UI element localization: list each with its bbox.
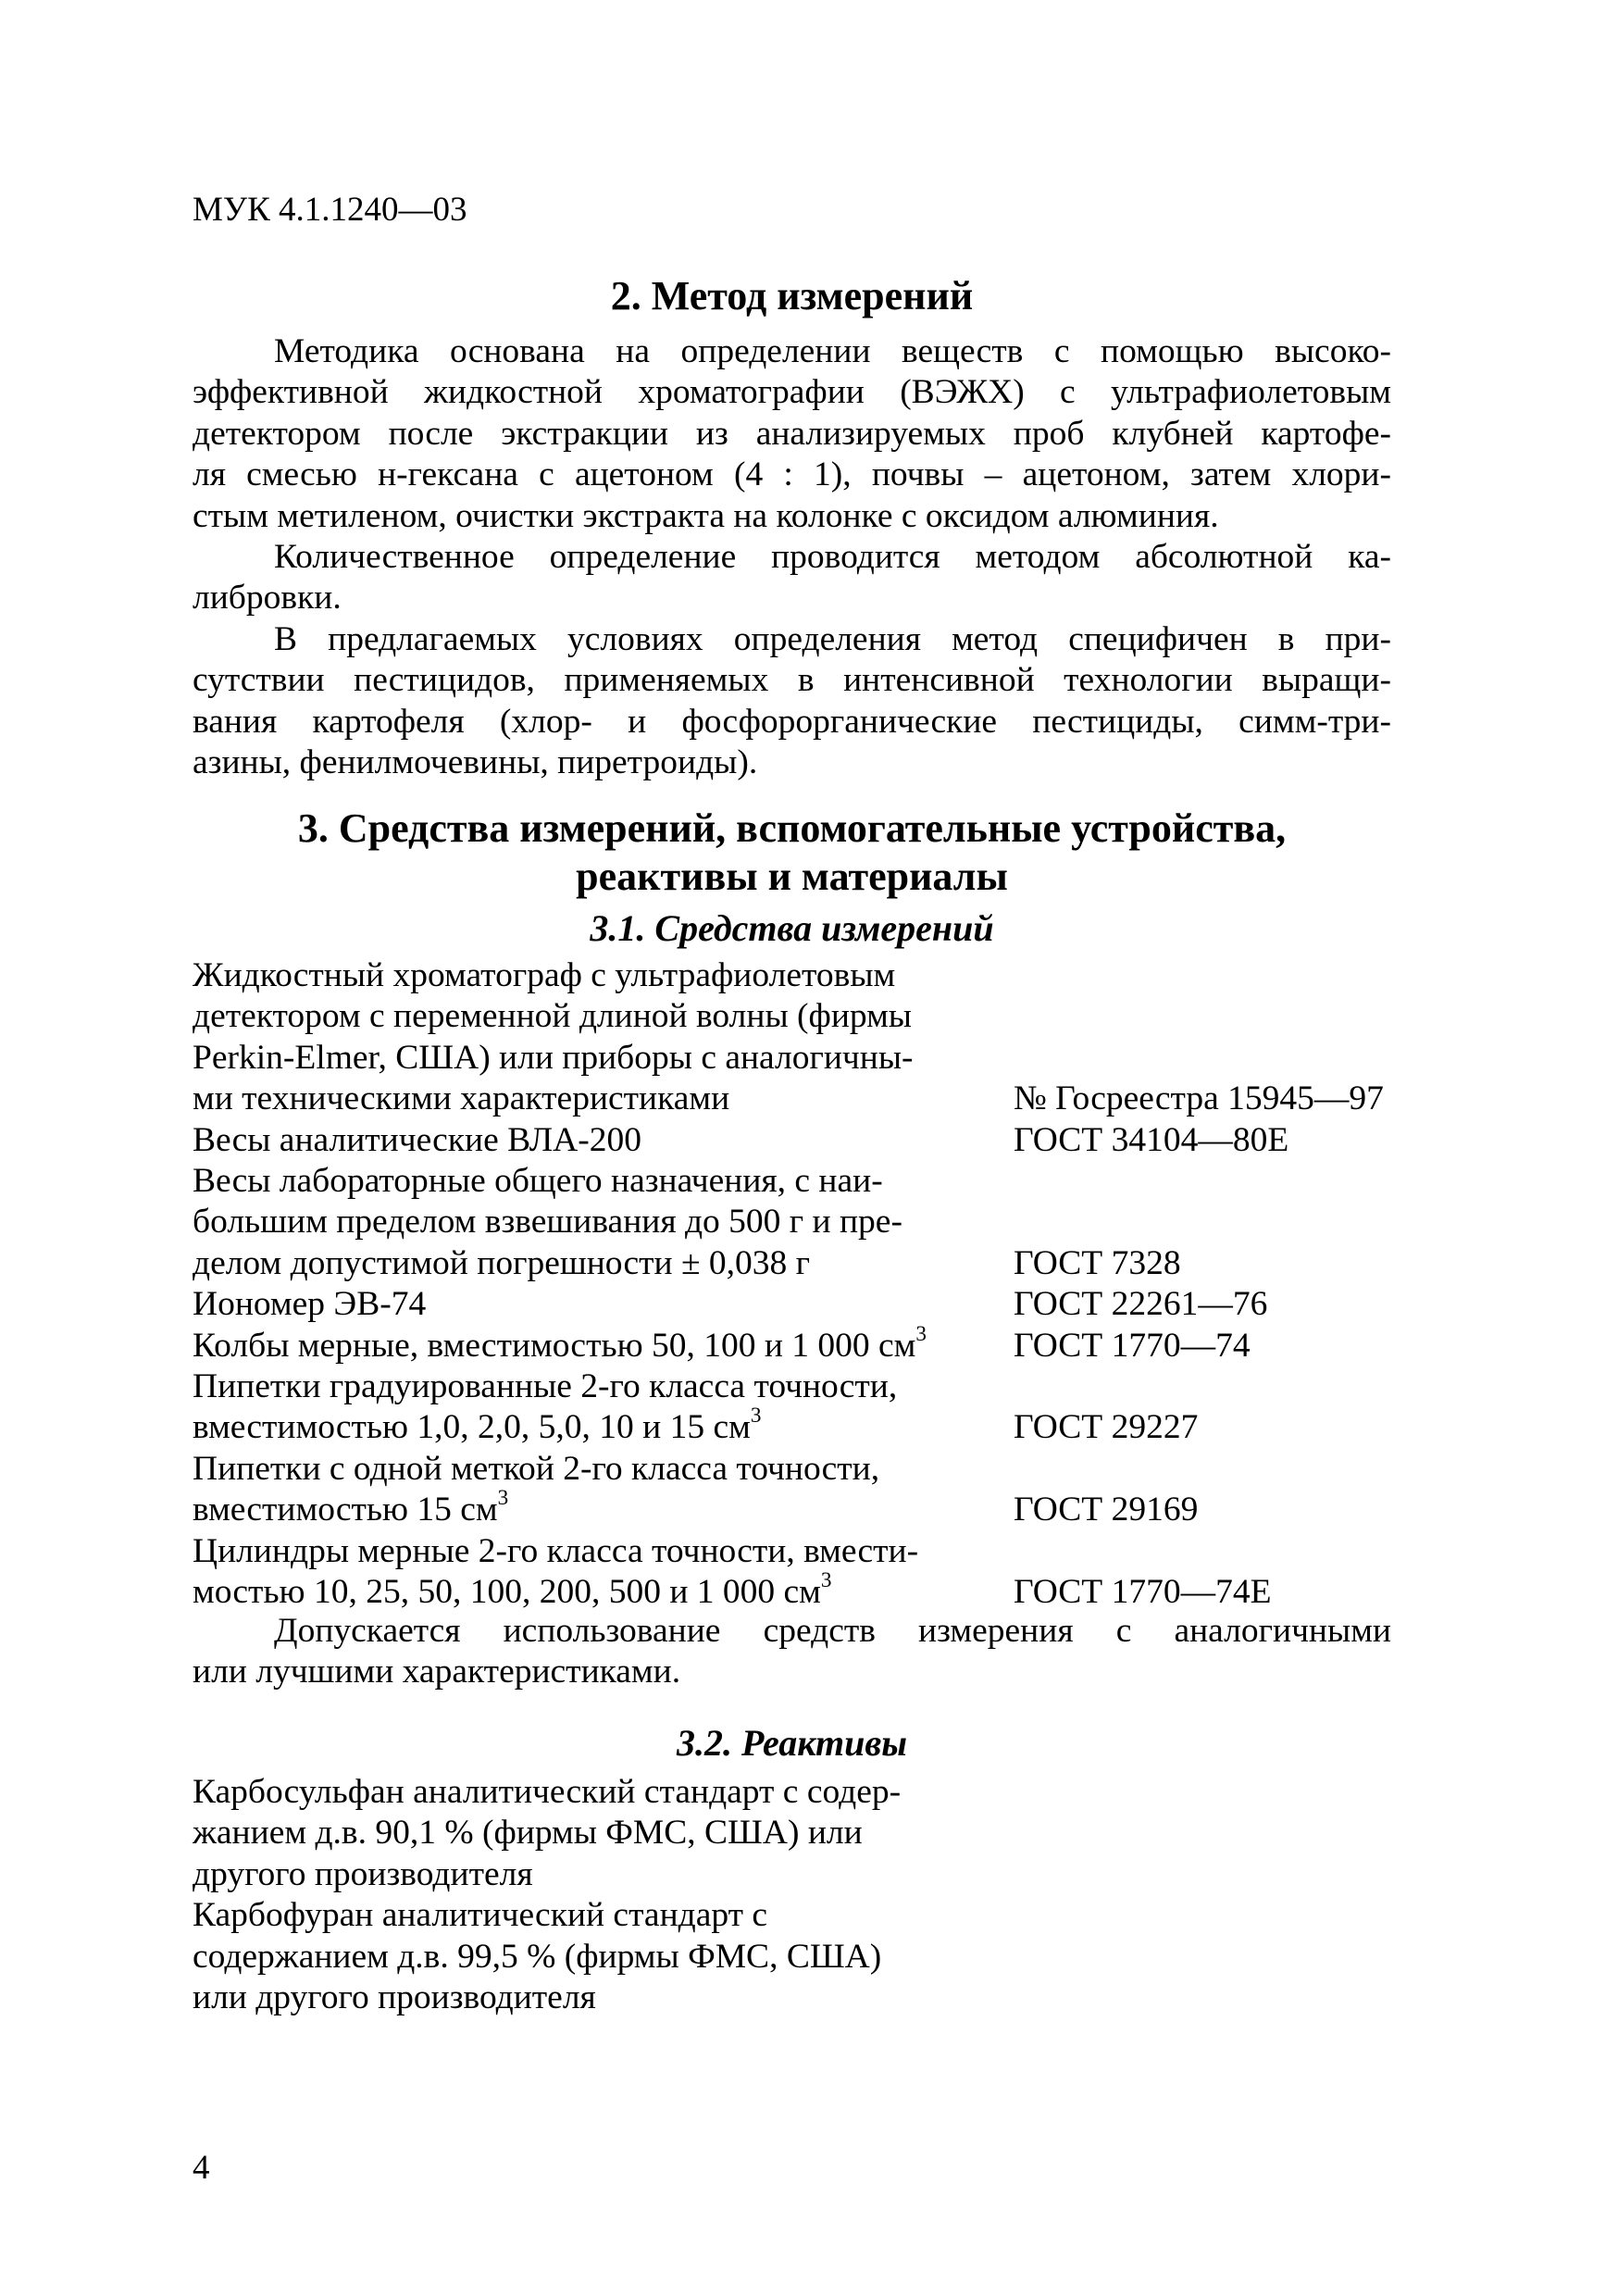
item-text: содержанием д.в. 99,5 % (фирмы ФМС, США) bbox=[193, 1937, 882, 1976]
item-description-line bbox=[193, 1978, 1007, 2018]
item-description-line bbox=[193, 1449, 1007, 1490]
paragraph-line: В предлагаемых условиях определения метод специфичен в при- bbox=[274, 619, 1391, 658]
paragraph-line: сутствии пестицидов, применяемых в интенсивной технологии выращи- bbox=[193, 661, 1391, 700]
item-description bbox=[193, 1531, 1007, 1614]
item-text: Иономер ЭВ-74 bbox=[193, 1285, 427, 1324]
standard-reference: ГОСТ 22261—76 bbox=[1014, 1285, 1268, 1324]
section-2-title: 2. Метод измерений bbox=[610, 273, 974, 318]
paragraph-line: азины, фенилмочевины, пиретроиды). bbox=[193, 742, 758, 781]
section-2-body bbox=[193, 331, 1391, 783]
standard-reference: ГОСТ 1770—74Е bbox=[1014, 1573, 1272, 1612]
unit-superscript: 3 bbox=[820, 1568, 832, 1593]
item-text: Весы лабораторные общего назначения, с наи- bbox=[193, 1162, 883, 1201]
item-description-line bbox=[193, 1202, 1007, 1242]
standard-reference: № Госреестра 15945—97 bbox=[1014, 1079, 1384, 1118]
standard-reference: ГОСТ 29227 bbox=[1014, 1408, 1199, 1447]
item-description-line bbox=[193, 1854, 1007, 1895]
paragraph-line: ля смесью н-гексана с ацетоном (4 : 1), почвы – ацетоном, затем хлори- bbox=[193, 455, 1391, 494]
standard-reference: ГОСТ 7328 bbox=[1014, 1243, 1181, 1282]
item-text: вместимостью 15 см bbox=[193, 1491, 498, 1529]
item-description-line bbox=[193, 1813, 1007, 1853]
item-description-line bbox=[193, 1486, 1007, 1530]
paragraph-line: детектором после экстракции из анализируемых проб клубней картофе- bbox=[193, 414, 1391, 453]
document-code: МУК 4.1.1240—03 bbox=[193, 191, 467, 229]
list-item bbox=[193, 1366, 1442, 1449]
list-item bbox=[193, 1449, 1442, 1531]
item-description-line bbox=[193, 1937, 1007, 1978]
item-description-line bbox=[193, 1404, 1007, 1448]
list-item bbox=[193, 1772, 1442, 1895]
item-text: Perkin-Elmer, США) или приборы с аналогичны- bbox=[193, 1038, 914, 1077]
item-description bbox=[193, 1895, 1007, 2018]
item-text: мостью 10, 25, 50, 100, 200, 500 и 1 000 см bbox=[193, 1573, 821, 1612]
item-text: Колбы мерные, вместимостью 50, 100 и 1 000 см bbox=[193, 1326, 916, 1365]
item-description bbox=[193, 1120, 1007, 1161]
page-number: 4 bbox=[193, 2149, 210, 2187]
item-text: жанием д.в. 90,1 % (фирмы ФМС, США) или bbox=[193, 1814, 863, 1853]
item-description-line bbox=[193, 1366, 1007, 1407]
item-description bbox=[193, 1161, 1007, 1284]
standard-reference: ГОСТ 34104—80Е bbox=[1014, 1120, 1289, 1159]
item-description-line bbox=[193, 996, 1007, 1037]
standard-reference: ГОСТ 1770—74 bbox=[1014, 1326, 1251, 1365]
item-description-line bbox=[193, 1038, 1007, 1079]
item-description-line bbox=[193, 1243, 1007, 1284]
instruments-note bbox=[193, 1611, 1391, 1693]
item-description bbox=[193, 1449, 1007, 1531]
item-description bbox=[193, 1366, 1007, 1449]
list-item bbox=[193, 1895, 1442, 2018]
paragraph-line: стым метиленом, очистки экстракта на колонке с оксидом алюминия. bbox=[193, 496, 1219, 535]
list-item bbox=[193, 1120, 1442, 1161]
item-description-line bbox=[193, 1772, 1007, 1813]
item-text: Весы аналитические ВЛА-200 bbox=[193, 1120, 641, 1159]
paragraph-line: Допускается использование средств измерения с аналогичными bbox=[274, 1612, 1391, 1650]
item-description-line bbox=[193, 1568, 1007, 1613]
item-text: ми техническими характеристиками bbox=[193, 1079, 730, 1118]
subsection-3-2-title: 3.2. Реактивы bbox=[677, 1722, 907, 1764]
item-description bbox=[193, 955, 1007, 1120]
item-description-line bbox=[193, 1284, 1007, 1325]
item-text: Карбофуран аналитический стандарт с bbox=[193, 1896, 768, 1935]
item-description bbox=[193, 1321, 1007, 1366]
section-3-title-line-2: реактивы и материалы bbox=[576, 854, 1008, 899]
paragraph-line: или лучшими характеристиками. bbox=[193, 1653, 681, 1691]
item-description bbox=[193, 1284, 1007, 1325]
item-text: или другого производителя bbox=[193, 1978, 596, 2017]
item-text: Пипетки с одной меткой 2-го класса точности, bbox=[193, 1449, 880, 1488]
item-text: Пипетки градуированные 2-го класса точности, bbox=[193, 1367, 898, 1406]
list-item bbox=[193, 1284, 1442, 1325]
item-description-line bbox=[193, 1321, 1007, 1366]
item-text: детектором с переменной длиной волны (фирмы bbox=[193, 997, 912, 1036]
item-description-line bbox=[193, 955, 1007, 996]
item-description-line bbox=[193, 1161, 1007, 1202]
paragraph-line: Методика основана на определении веществ с помощью высоко- bbox=[274, 332, 1391, 370]
list-item bbox=[193, 1531, 1442, 1614]
item-text: Цилиндры мерные 2-го класса точности, вмести- bbox=[193, 1531, 919, 1570]
list-item bbox=[193, 955, 1442, 1120]
item-text: другого производителя bbox=[193, 1854, 533, 1893]
item-description-line bbox=[193, 1531, 1007, 1572]
unit-superscript: 3 bbox=[750, 1404, 762, 1429]
unit-superscript: 3 bbox=[497, 1486, 509, 1511]
subsection-3-1-title: 3.1. Средства измерений bbox=[590, 907, 994, 949]
section-3-title-line-1: 3. Средства измерений, вспомогательные устройства, bbox=[297, 805, 1287, 851]
item-text: Карбосульфан аналитический стандарт с содер- bbox=[193, 1773, 902, 1811]
list-item bbox=[193, 1161, 1442, 1284]
item-description-line bbox=[193, 1895, 1007, 1936]
unit-superscript: 3 bbox=[915, 1321, 927, 1346]
paragraph-line: либровки. bbox=[193, 579, 342, 618]
list-item bbox=[193, 1321, 1442, 1366]
item-text: большим пределом взвешивания до 500 г и пре- bbox=[193, 1203, 902, 1242]
standard-reference: ГОСТ 29169 bbox=[1014, 1491, 1199, 1529]
paragraph-line: Количественное определение проводится методом абсолютной ка- bbox=[274, 537, 1391, 576]
item-description bbox=[193, 1772, 1007, 1895]
item-description-line bbox=[193, 1079, 1007, 1119]
item-text: вместимостью 1,0, 2,0, 5,0, 10 и 15 см bbox=[193, 1408, 751, 1447]
reagents-list bbox=[193, 1772, 1442, 2018]
paragraph-line: вания картофеля (хлор- и фосфорорганические пестициды, симм-три- bbox=[193, 702, 1391, 741]
measuring-instruments-list bbox=[193, 955, 1442, 1614]
item-text: делом допустимой погрешности ± 0,038 г bbox=[193, 1243, 811, 1282]
item-text: Жидкостный хроматограф с ультрафиолетовым bbox=[193, 956, 896, 994]
item-description-line bbox=[193, 1120, 1007, 1161]
paragraph-line: эффективной жидкостной хроматографии (ВЭЖХ) с ультрафиолетовым bbox=[193, 373, 1391, 412]
